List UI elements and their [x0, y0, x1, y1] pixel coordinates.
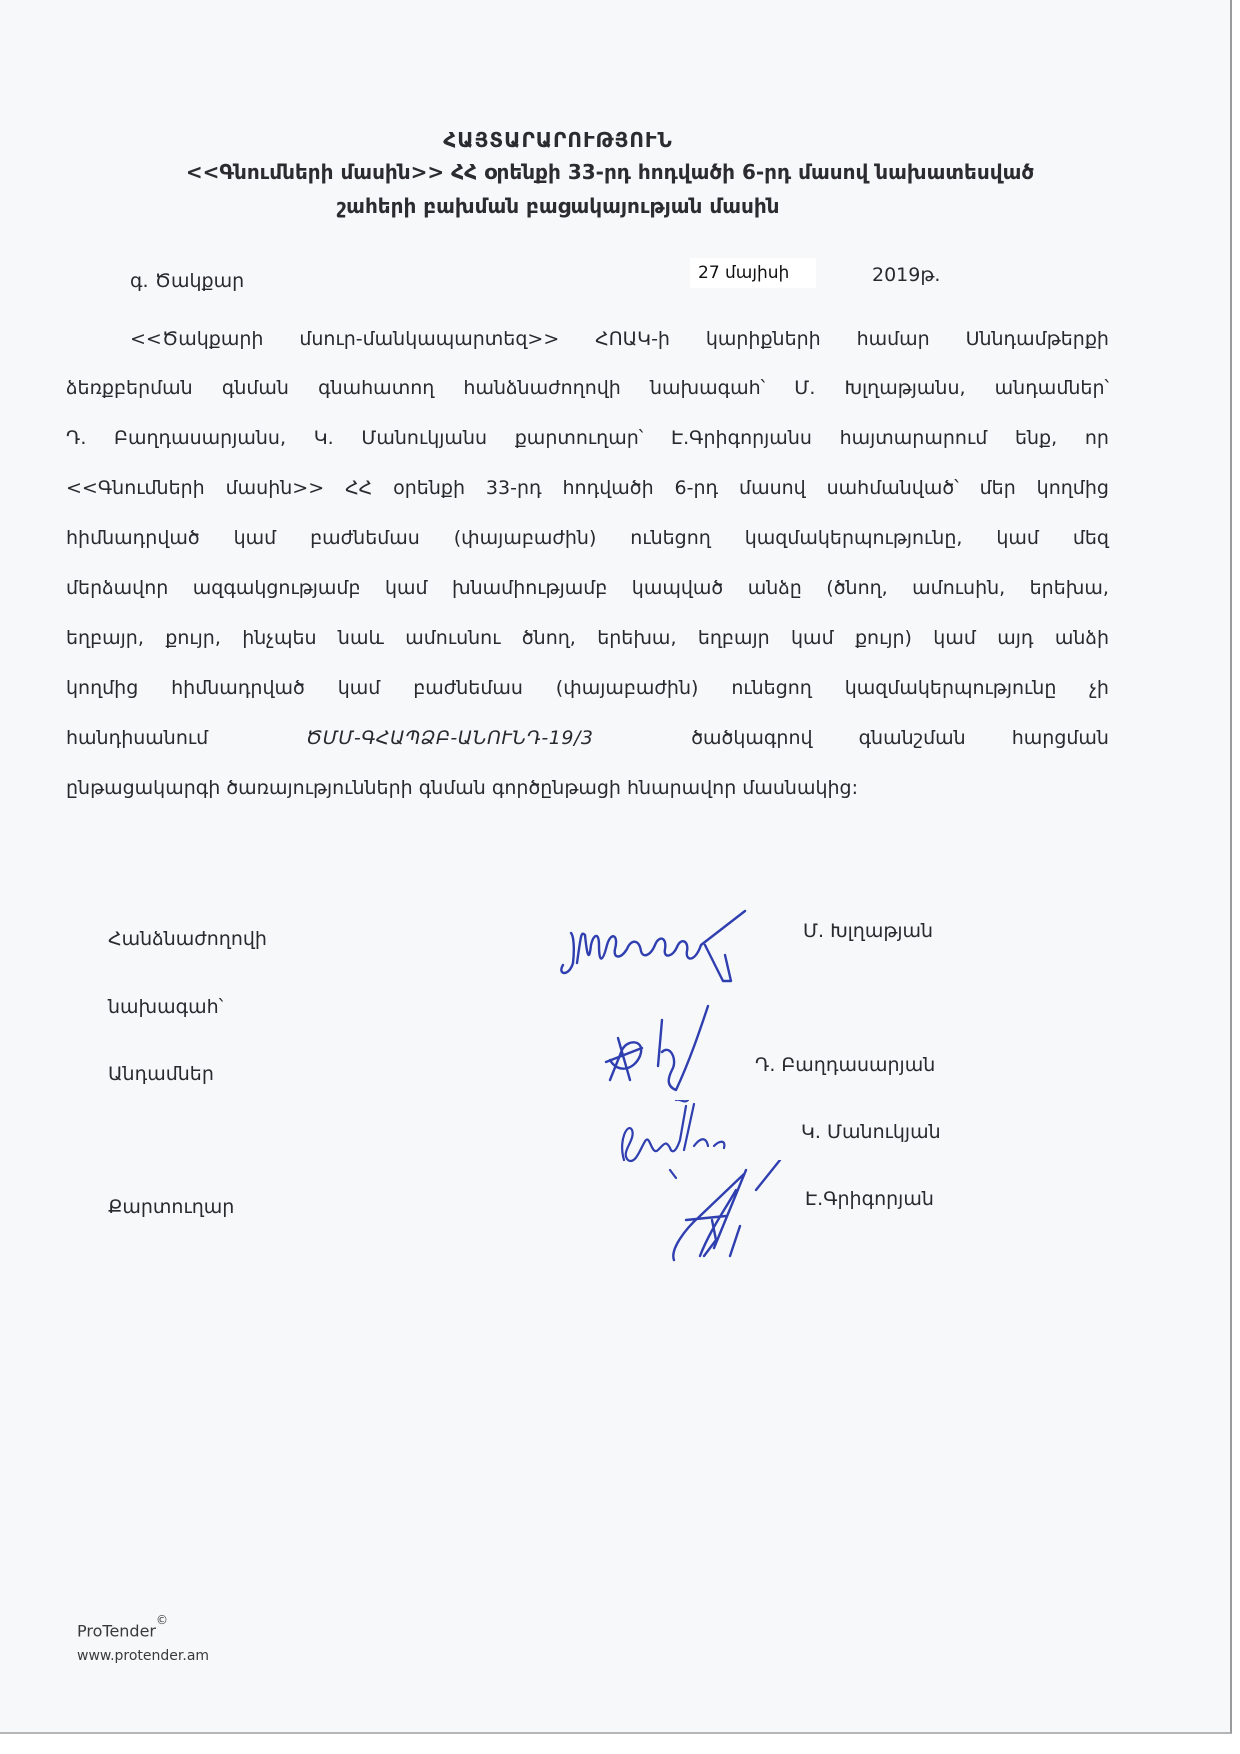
body-word: կապված: [631, 577, 724, 599]
body-word: կամ: [384, 577, 428, 599]
document-subtitle-line-2: շահերի բախման բացակայության մասին: [336, 194, 780, 218]
body-word: եղբայր,: [66, 627, 144, 649]
body-word: կազմակերպությունը,: [744, 527, 963, 549]
body-word: ծածկագրով գնանշման հարցման: [691, 727, 1109, 749]
body-word: <<Գնումների: [66, 477, 205, 499]
body-word: քույր): [854, 627, 912, 649]
body-word: կամ: [791, 627, 834, 649]
body-word: գնահատող: [318, 377, 435, 399]
document-title: ՀԱՅՏԱՐԱՐՈՒԹՅՈՒՆ: [443, 128, 673, 152]
body-word: Դ.: [66, 427, 87, 449]
body-word: չի: [1089, 677, 1109, 699]
signature-stroke: [673, 1160, 780, 1260]
body-word: Բաղդասարյանս,: [114, 427, 287, 449]
chair-label-line-2: նախագահ՝: [108, 996, 224, 1018]
signature-stroke: [606, 1006, 708, 1090]
secretary-label: Քարտուղար: [108, 1196, 235, 1218]
body-word: սահմանված՝: [826, 477, 959, 499]
body-word: անդամներ՝: [994, 377, 1109, 399]
body-word: խնամիությամբ: [452, 577, 608, 599]
body-word: ինչպես: [242, 627, 317, 649]
chair-label-line-1: Հանձնաժողովի: [108, 928, 267, 950]
body-word: հանդիսանում: [66, 727, 209, 749]
date-field: 27 մայիսի: [690, 258, 816, 288]
procurement-code: ԾՄՄ-ԳՀԱՊՁԲ-ԱՆՈՒՆԴ-19/3: [305, 727, 594, 749]
body-word: հիմնադրված: [66, 527, 200, 549]
body-word: բաժնեմաս: [310, 527, 420, 549]
body-word: ամուսին,: [912, 577, 1006, 599]
body-word: Խլղաթյանս,: [844, 377, 966, 399]
body-word: ՀՈԱԿ-ի: [595, 328, 670, 350]
member2-name: Կ. Մանուկյան: [801, 1121, 941, 1143]
body-word: հանձնաժողովի: [463, 377, 621, 399]
body-word: կամ: [996, 527, 1039, 549]
body-word: կողմից: [1036, 477, 1109, 499]
body-word: մասին>>: [225, 477, 325, 499]
member2-signature: [610, 1100, 750, 1180]
body-word: ունեցող: [630, 527, 711, 549]
body-word: հոդվածի: [562, 477, 654, 499]
body-word: նաև: [337, 627, 384, 649]
body-word: կամ: [933, 627, 976, 649]
brand-name: ProTender: [77, 1621, 156, 1641]
body-word: օրենքի: [393, 477, 466, 499]
body-word: 6-րդ: [674, 477, 719, 499]
members-label: Անդամներ: [108, 1063, 214, 1085]
body-word: քարտուղար՝: [514, 427, 644, 449]
body-word: երեխա,: [597, 627, 677, 649]
body-line: [66, 527, 1109, 549]
footer-url[interactable]: www.protender.am: [77, 1648, 210, 1664]
body-word: կողմից: [66, 677, 139, 699]
body-word: երեխա,: [1029, 577, 1109, 599]
body-word: Կ.: [313, 427, 334, 449]
body-word: Մանուկյանս: [361, 427, 488, 449]
body-word: Սննդամթերքի: [965, 328, 1109, 350]
body-word: մեր: [979, 477, 1016, 499]
body-word: անձը: [747, 577, 802, 599]
body-word: Մ.: [794, 377, 816, 399]
body-line: [66, 627, 1109, 649]
footer-brand: [77, 1613, 168, 1641]
body-word: այդ: [997, 627, 1034, 649]
document-subtitle-line-1: <<Գնումների մասին>> ՀՀ օրենքի 33-րդ հոդվածի 6-րդ մասով նախատեսված: [185, 160, 1035, 184]
body-line: [130, 328, 1109, 350]
body-word: ծնող,: [521, 627, 576, 649]
secretary-name: Է.Գրիգորյան: [805, 1188, 934, 1210]
body-line: [66, 377, 1109, 399]
body-word: անձի: [1054, 627, 1109, 649]
body-word: Է.Գրիգորյանս: [670, 427, 812, 449]
body-word: 33-րդ: [485, 477, 542, 499]
year: 2019թ.: [872, 264, 941, 286]
copyright-mark: ©: [156, 1613, 168, 1627]
body-word: ունեցող: [731, 677, 812, 699]
body-word: ՀՀ: [345, 477, 373, 499]
body-word: (փայաբաժին): [453, 527, 597, 549]
body-word: ենք,: [1014, 427, 1058, 449]
body-word: համար: [856, 328, 930, 350]
signature-stroke: [622, 1100, 724, 1178]
body-line: [66, 427, 1109, 449]
body-word: կամ: [337, 677, 381, 699]
body-word: ամուսնու: [405, 627, 501, 649]
body-word: (փայաբաժին): [555, 677, 699, 699]
body-word: մասով: [739, 477, 806, 499]
body-word: որ: [1084, 427, 1109, 449]
body-line: [66, 677, 1109, 699]
body-word: ձեռքբերման: [66, 377, 193, 399]
body-line: [66, 477, 1109, 499]
signature-stroke: [561, 911, 745, 981]
body-word: մեզ: [1072, 527, 1109, 549]
body-word: գնման: [221, 377, 289, 399]
body-word: կարիքների: [705, 328, 821, 350]
place: գ. Ծակքար: [130, 270, 245, 292]
body-word: հիմնադրված: [171, 677, 305, 699]
body-word: ազգակցությամբ: [192, 577, 361, 599]
body-word: կամ: [233, 527, 277, 549]
body-word: բաժնեմաս: [413, 677, 523, 699]
body-word: (ծնող,: [826, 577, 888, 599]
body-line: ընթացակարգի ծառայությունների գնման գործընթացի հնարավոր մասնակից:: [66, 777, 858, 799]
body-word: <<Ծակքարի: [130, 328, 264, 350]
secretary-signature: [670, 1160, 800, 1265]
body-line-with-code: [66, 727, 1109, 749]
body-word: քույր,: [165, 627, 221, 649]
body-word: եղբայր: [697, 627, 770, 649]
chair-signature: [555, 905, 765, 995]
member1-name: Դ. Բաղդասարյան: [755, 1054, 936, 1076]
chair-name: Մ. Խլղաթյան: [803, 920, 934, 942]
body-word: մսուր-մանկապարտեզ>>: [299, 328, 560, 350]
member1-signature: [600, 1000, 750, 1095]
body-word: մերձավոր: [66, 577, 169, 599]
body-word: հայտարարում: [839, 427, 988, 449]
body-line: [66, 577, 1109, 599]
body-word: կազմակերպությունը: [844, 677, 1057, 699]
body-word: նախագահ՝: [649, 377, 766, 399]
